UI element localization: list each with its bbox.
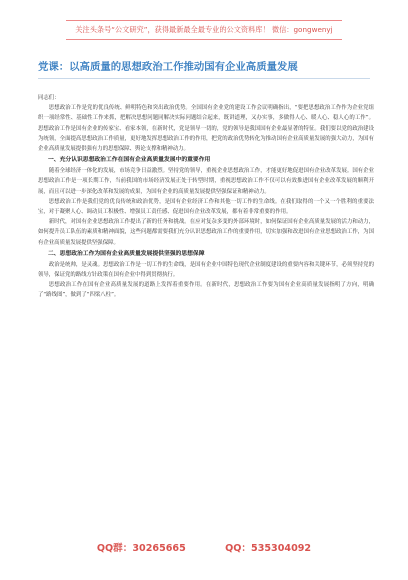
header-banner: 关注头条号“公文研究”，获得最新最全最专业的公文资料库！ 微信：gongwenyj [66,20,342,40]
section-heading-1: 一、充分认识思想政治工作在国有企业高质量发展中的重要作用 [48,157,211,164]
footer-banner [0,538,408,560]
qq-number: QQ：535304092 [225,543,312,554]
paragraph: 随着全球经济一体化的发展，市场竞争日益激烈。坚持党的领导，重视企业思想政治工作，才能更好地促进国有企业改革发展。国有企业思想政治工作是一项长期工作，当前我国的市场经济发展正处于转型时期，重视思想政治工作不仅可以有效推进国有企业改革发展的顺利开展，而且可以进一步深化改革和发展的成果，为国有企业的高质量发展提供坚强保证和精神动力。 [38,168,374,195]
paragraph: 新时代，对国有企业思想政治工作提出了新的任务和挑战。在应对复杂多变的外部环境时，如何保证国有企业高质量发展的活力和动力，如何提升员工队伍的素质和精神面貌，这些问题都需要我们充分认识思想政治工作的重要作用，切实加强和改进国有企业思想政治工作，为国有企业高质量发展提供坚强保障。 [38,219,374,246]
paragraph: 思想政治工作是党的优良传统、鲜明特色和突出政治优势。全国国有企业党的建设工作会议明确指出，“要把思想政治工作作为企业党组织一项经常性、基础性工作来抓，把解决思想问题同解决实际问题结合起来，既讲道理，又办实事，多做得人心、暖人心、稳人心的工作”。思想政治工作是国有企业的传家宝、看家本领，在新时代，党是领导一切的，党的领导是我国国有企业最显著的特征。我们要以党的政治建设为统领，全面提高思想政治工作质量，更好地发挥思想政治工作的作用，把党的政治优势转化为推动国有企业高质量发展的强大动力，为国有企业高质量发展提供强有力的思想保障、舆论支撑和精神动力。 [38,105,374,153]
greeting: 同志们： [38,95,60,101]
qq-group-number: QQ群：30265665 [96,543,186,554]
paragraph: 政治是统帅，是灵魂。思想政治工作是一切工作的生命线，是国有企业中国特色现代企业制度建设的重要内容和关键环节，必须坚持党的领导，保证党的路线方针政策在国有企业中得到贯彻执行。 [38,261,374,279]
document-body [38,93,374,301]
page-title: 党课：以高质量的思想政治工作推动国有企业高质量发展 [38,61,298,73]
paragraph: 思想政治工作在国有企业高质量发展的道路上发挥着重要作用。在新时代，思想政治工作要为国有企业高质量发展指明了方向，明确了“路线图”，做到了“四梁八柱”。 [38,282,374,299]
section-heading-2: 二、思想政治工作为国有企业高质量发展提供坚强的思想保障 [48,250,205,257]
paragraph: 思想政治工作是我们党的优良传统和政治优势，是国有企业经济工作和其他一切工作的生命线。在我们取得的一个又一个胜利的重要法宝，对于凝聚人心、调动员工积极性、增强员工责任感、促进国有企业改革发展，都有着非常重要的作用。 [38,198,374,216]
title-divider [38,78,370,79]
